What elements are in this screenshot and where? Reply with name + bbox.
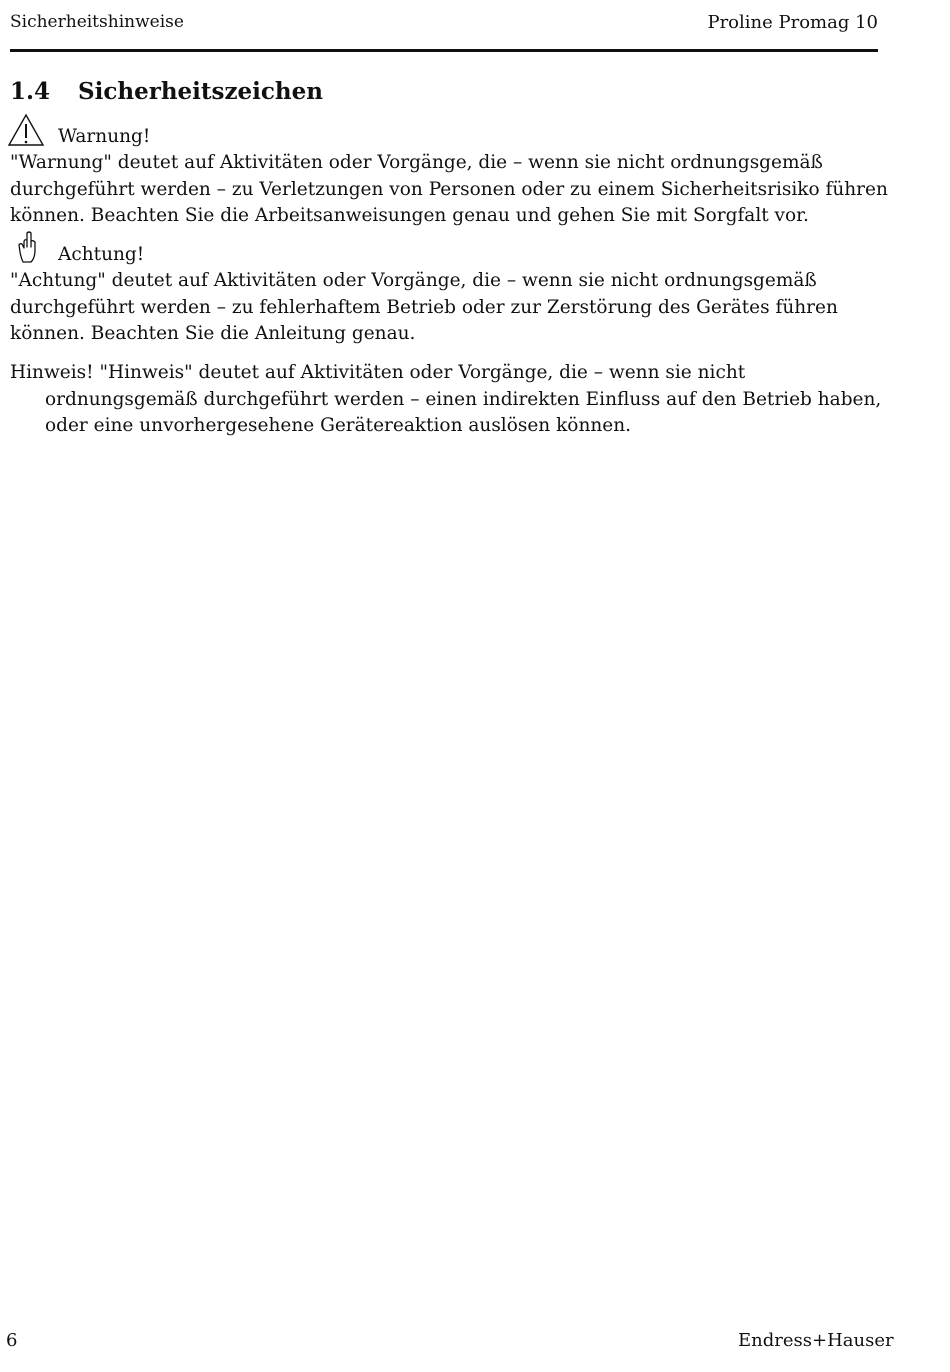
note-block [10,360,890,440]
page-header [10,12,878,52]
section-title [10,78,323,105]
caution-text: "Achtung" deutet auf Aktivitäten oder Vorgänge, die – wenn sie nicht ordnungsgemäß durchgeführt werden – zu fehlerhaftem Betrieb oder zur Zerstörung des Gerätes führen können. Beachten Sie die Anleitung genau. [10,270,838,344]
note-text: Hinweis! "Hinweis" deutet auf Aktivitäten oder Vorgänge, die – wenn sie nicht ordnungsgemäß durchgeführt werden – einen indirekten Einfluss auf den Betrieb haben, oder eine unvorhergesehene Gerätereaktion auslösen können. [10,362,882,436]
footer-brand: Endress+Hauser [738,1330,894,1351]
section-number: 1.4 [10,78,51,105]
header-section-name: Sicherheitshinweise [10,12,184,32]
caution-block [10,242,890,348]
page-number: 6 [6,1330,18,1351]
pointing-hand-icon [6,230,46,275]
warning-block [10,124,890,230]
warning-text: "Warnung" deutet auf Aktivitäten oder Vorgänge, die – wenn sie nicht ordnungsgemäß durchgeführt werden – zu Verletzungen von Personen oder zu einem Sicherheitsrisiko führen können. Beachten Sie die Arbeitsanweisungen genau und gehen Sie mit Sorgfalt vor. [10,152,888,226]
header-product-name: Proline Promag 10 [707,12,878,33]
caution-label: Achtung! [58,244,145,265]
header-divider [10,49,878,52]
warning-label: Warnung! [58,126,151,147]
warning-triangle-icon [6,112,46,157]
section-title-text: Sicherheitszeichen [78,78,324,105]
